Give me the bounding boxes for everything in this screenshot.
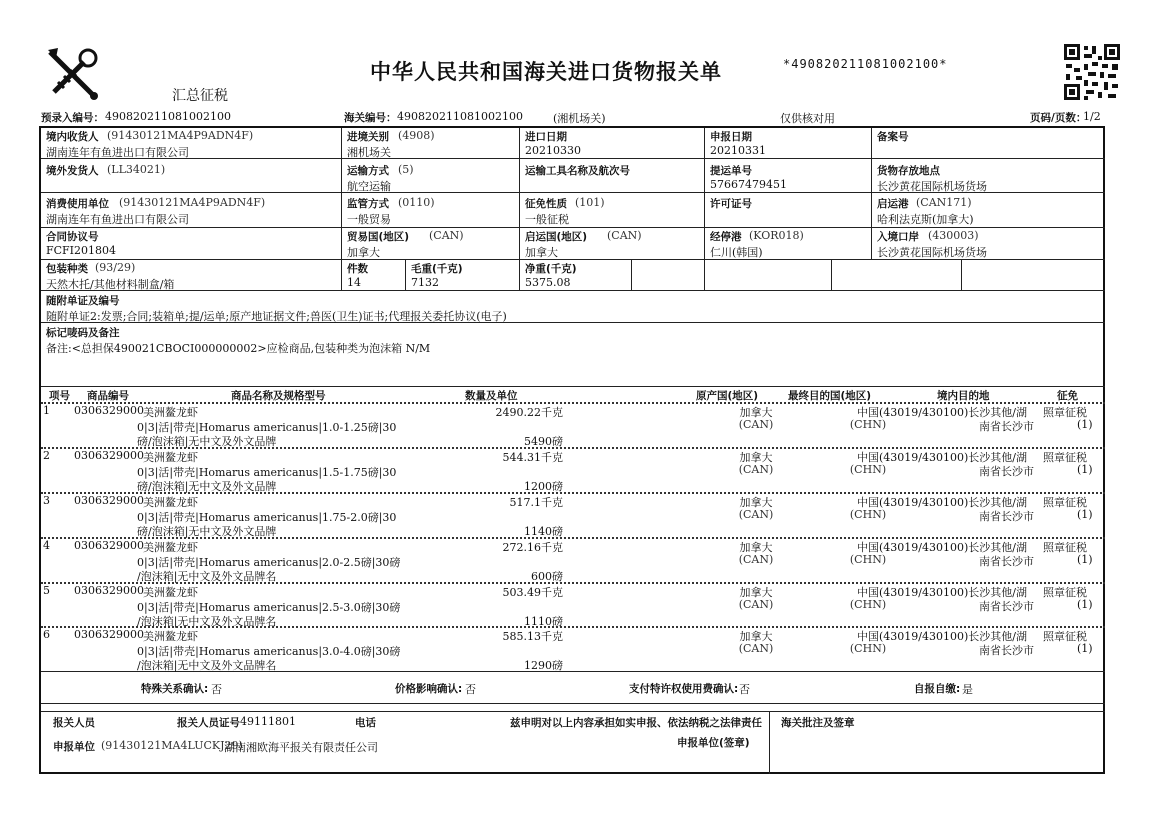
col-header-domestic: 境内目的地 — [937, 390, 990, 402]
item-spec-line2: /泡沫箱|无中文及外文品牌名 — [137, 659, 277, 672]
col-header-dest: 最终目的国(地区) — [788, 390, 872, 402]
gross-weight: 7132 — [411, 276, 439, 289]
self-declare-label: 自报自缴: — [914, 683, 961, 695]
table-row — [41, 539, 1107, 584]
item-origin-code: (CAN) — [738, 418, 774, 431]
item-dest-code: (CHN) — [849, 553, 887, 566]
verify-note: 仅供核对用 — [780, 112, 835, 125]
contract-number: FCFI201804 — [46, 244, 117, 257]
item-spec-line1: 0|3|活|带壳|Homarus americanus|1.0-1.25磅|30 — [137, 421, 397, 434]
consignee-code: (91430121MA4P9ADN4F) — [107, 129, 254, 142]
item-domestic-line1: (43019/430100)长沙其他/湖 — [879, 630, 1027, 643]
table-row — [41, 494, 1107, 539]
origin-country-label: 启运国(地区) — [525, 231, 588, 243]
pieces-label: 件数 — [347, 263, 368, 275]
item-dest-code: (CHN) — [849, 642, 887, 655]
statement: 兹申明对以上内容承担如实申报、依法纳税之法律责任 — [510, 717, 762, 729]
item-no: 2 — [43, 449, 50, 462]
transport-name-label: 运输工具名称及航次号 — [525, 165, 630, 177]
contract-label: 合同协议号 — [46, 231, 99, 243]
royalty: 否 — [739, 683, 750, 696]
item-domestic-line2: 南省长沙市 — [979, 465, 1034, 478]
item-domestic-line1: (43019/430100)长沙其他/湖 — [879, 406, 1027, 419]
via-port-label: 经停港 — [710, 231, 742, 243]
entry-office-name: 湘机场关 — [347, 146, 391, 159]
item-origin-code: (CAN) — [738, 598, 774, 611]
agent-label: 申报单位 — [53, 741, 95, 753]
storage: 长沙黄花国际机场货场 — [877, 180, 987, 193]
record-no-label: 备案号 — [877, 131, 909, 143]
supervision-label: 监管方式 — [347, 198, 389, 210]
item-spec-line1: 0|3|活|带壳|Homarus americanus|1.75-2.0磅|30 — [137, 511, 397, 524]
item-code: 0306329000 — [74, 449, 144, 462]
item-qty-kg: 503.49千克 — [502, 586, 563, 599]
item-origin: 加拿大 — [739, 541, 773, 554]
col-header-name: 商品名称及规格型号 — [231, 390, 326, 402]
package-label: 包装种类 — [46, 263, 88, 275]
item-domestic-line1: (43019/430100)长沙其他/湖 — [879, 451, 1027, 464]
item-spec-line1: 0|3|活|带壳|Homarus americanus|3.0-4.0磅|30磅 — [137, 645, 401, 658]
user-name: 湖南连年有鱼进出口有限公司 — [46, 213, 189, 226]
levy: 一般征税 — [525, 213, 569, 226]
prerecord-number: 490820211081002100 — [105, 110, 231, 123]
item-qty-lb: 5490磅 — [524, 435, 563, 448]
item-name: 美洲鳌龙虾 — [143, 496, 198, 509]
customs-number-label: 海关编号： — [344, 112, 397, 124]
item-spec-line1: 0|3|活|带壳|Homarus americanus|1.5-1.75磅|30 — [137, 466, 397, 479]
item-dest: 中国 — [857, 541, 879, 554]
item-domestic-line1: (43019/430100)长沙其他/湖 — [879, 586, 1027, 599]
item-domestic-line1: (43019/430100)长沙其他/湖 — [879, 496, 1027, 509]
item-spec-line1: 0|3|活|带壳|Homarus americanus|2.0-2.5磅|30磅 — [137, 556, 401, 569]
item-levy: 照章征税 — [1043, 586, 1087, 599]
docs: 随附单证2:发票;合同;装箱单;提/运单;原产地证据文件;兽医(卫生)证书;代理报关委托协议(电子) — [46, 310, 507, 323]
table-row — [41, 628, 1107, 673]
item-origin-code: (CAN) — [738, 463, 774, 476]
item-spec-line2: /泡沫箱|无中文及外文品牌名 — [137, 615, 277, 628]
item-levy-code: (1) — [1077, 598, 1093, 611]
import-date: 20210330 — [525, 144, 581, 157]
via-port-code: (KOR018) — [749, 229, 804, 242]
page-label: 页码/页数： — [1030, 112, 1087, 124]
item-qty-lb: 1140磅 — [524, 525, 563, 538]
item-domestic-line2: 南省长沙市 — [979, 420, 1034, 433]
price-influence-label: 价格影响确认: — [395, 683, 463, 695]
item-code: 0306329000 — [74, 628, 144, 641]
item-dest: 中国 — [857, 630, 879, 643]
item-levy: 照章征税 — [1043, 451, 1087, 464]
table-row — [41, 404, 1107, 449]
supervision: 一般贸易 — [347, 213, 391, 226]
gross-weight-label: 毛重(千克) — [411, 263, 463, 275]
item-origin: 加拿大 — [739, 586, 773, 599]
item-name: 美洲鳌龙虾 — [143, 451, 198, 464]
item-spec-line2: /泡沫箱|无中文及外文品牌名 — [137, 570, 277, 583]
item-origin: 加拿大 — [739, 451, 773, 464]
document-title: 中华人民共和国海关进口货物报关单 — [370, 60, 722, 84]
col-header-code: 商品编号 — [87, 390, 129, 402]
item-dest-code: (CHN) — [849, 418, 887, 431]
declarant-cert: 49111801 — [240, 715, 296, 728]
customs-note-label: 海关批注及签章 — [781, 717, 855, 729]
item-levy: 照章征税 — [1043, 406, 1087, 419]
item-domestic-line2: 南省长沙市 — [979, 600, 1034, 613]
via-port: 仁川(韩国) — [710, 246, 763, 259]
item-spec-line2: 磅/泡沫箱|无中文及外文品牌 — [137, 435, 277, 448]
item-origin-code: (CAN) — [738, 508, 774, 521]
levy-label: 征免性质 — [525, 198, 567, 210]
item-qty-kg: 544.31千克 — [502, 451, 563, 464]
item-qty-kg: 517.1千克 — [509, 496, 563, 509]
item-qty-lb: 1290磅 — [524, 659, 563, 672]
net-weight-label: 净重(千克) — [525, 263, 577, 275]
declaration-form — [39, 126, 1105, 774]
item-domestic-line1: (43019/430100)长沙其他/湖 — [879, 541, 1027, 554]
entry-port-code: (430003) — [928, 229, 979, 242]
storage-label: 货物存放地点 — [877, 165, 940, 177]
levy-code: (101) — [575, 196, 605, 209]
item-code: 0306329000 — [74, 404, 144, 417]
user-code: (91430121MA4P9ADN4F) — [119, 196, 266, 209]
item-origin: 加拿大 — [739, 630, 773, 643]
item-levy: 照章征税 — [1043, 496, 1087, 509]
consignee-label: 境内收货人 — [46, 131, 99, 143]
item-spec-line2: 磅/泡沫箱|无中文及外文品牌 — [137, 525, 277, 538]
transport-mode-label: 运输方式 — [347, 165, 389, 177]
departure-port-label: 启运港 — [877, 198, 909, 210]
col-header-levy: 征免 — [1057, 390, 1078, 402]
consignor-code: (LL34021) — [107, 163, 166, 176]
item-levy-code: (1) — [1077, 508, 1093, 521]
item-code: 0306329000 — [74, 584, 144, 597]
docs-label: 随附单证及编号 — [46, 295, 120, 307]
customs-number: 490820211081002100 — [397, 110, 523, 123]
declarant-label: 报关人员 — [53, 717, 95, 729]
marks: 备注:<总担保490021CBOCI000000002>应检商品,包装种类为泡沫箱 N/M — [46, 342, 431, 355]
departure-port-code: (CAN171) — [916, 196, 972, 209]
supervision-code: (0110) — [398, 196, 435, 209]
item-qty-lb: 1200磅 — [524, 480, 563, 493]
item-dest-code: (CHN) — [849, 598, 887, 611]
item-levy: 照章征税 — [1043, 541, 1087, 554]
bl-number: 57667479451 — [710, 178, 787, 191]
col-header-no: 项号 — [49, 390, 70, 402]
qr-code — [1064, 44, 1120, 100]
bl-label: 提运单号 — [710, 165, 752, 177]
item-dest-code: (CHN) — [849, 508, 887, 521]
item-domestic-line2: 南省长沙市 — [979, 510, 1034, 523]
entry-office-label: 进境关别 — [347, 131, 389, 143]
declare-date-label: 申报日期 — [710, 131, 752, 143]
pieces: 14 — [347, 276, 361, 289]
customs-emblem-logo — [44, 44, 102, 102]
col-header-qty: 数量及单位 — [465, 390, 518, 402]
item-dest: 中国 — [857, 586, 879, 599]
port-note: (湘机场关) — [553, 112, 606, 125]
trade-country-code: (CAN) — [429, 229, 464, 242]
entry-port: 长沙黄花国际机场货场 — [877, 246, 987, 259]
summary-tax-label: 汇总征税 — [172, 88, 228, 104]
item-qty-kg: 585.13千克 — [502, 630, 563, 643]
table-row — [41, 584, 1107, 629]
item-qty-kg: 272.16千克 — [502, 541, 563, 554]
item-levy-code: (1) — [1077, 642, 1093, 655]
item-dest-code: (CHN) — [849, 463, 887, 476]
item-no: 6 — [43, 628, 50, 641]
item-origin-code: (CAN) — [738, 553, 774, 566]
package-code: (93/29) — [95, 261, 136, 274]
item-qty-lb: 1110磅 — [524, 615, 563, 628]
agent-seal-label: 申报单位(签章) — [677, 737, 750, 749]
package: 天然木托/其他材料制盒/箱 — [46, 278, 175, 291]
origin-country: 加拿大 — [525, 246, 558, 259]
phone-label: 电话 — [355, 717, 376, 729]
item-levy-code: (1) — [1077, 553, 1093, 566]
item-levy: 照章征税 — [1043, 630, 1087, 643]
declare-date: 20210331 — [710, 144, 766, 157]
royalty-label: 支付特许权使用费确认: — [629, 683, 739, 695]
entry-port-label: 入境口岸 — [877, 231, 919, 243]
item-qty-kg: 2490.22千克 — [495, 406, 563, 419]
item-code: 0306329000 — [74, 494, 144, 507]
item-domestic-line2: 南省长沙市 — [979, 644, 1034, 657]
item-domestic-line2: 南省长沙市 — [979, 555, 1034, 568]
transport-mode-code: (5) — [398, 163, 414, 176]
item-origin: 加拿大 — [739, 496, 773, 509]
item-spec-line1: 0|3|活|带壳|Homarus americanus|2.5-3.0磅|30磅 — [137, 601, 401, 614]
item-name: 美洲鳌龙虾 — [143, 406, 198, 419]
prerecord-label: 预录入编号： — [41, 112, 104, 124]
item-qty-lb: 600磅 — [531, 570, 563, 583]
price-influence: 否 — [465, 683, 476, 696]
consignor-label: 境外发货人 — [46, 165, 99, 177]
special-relation-label: 特殊关系确认: — [141, 683, 209, 695]
declarant-cert-label: 报关人员证号 — [177, 717, 240, 729]
item-origin: 加拿大 — [739, 406, 773, 419]
self-declare: 是 — [962, 683, 973, 696]
item-levy-code: (1) — [1077, 463, 1093, 476]
col-header-origin: 原产国(地区) — [696, 390, 759, 402]
consignee-name: 湖南连年有鱼进出口有限公司 — [46, 146, 189, 159]
item-name: 美洲鳌龙虾 — [143, 586, 198, 599]
table-row — [41, 449, 1107, 494]
item-no: 4 — [43, 539, 50, 552]
departure-port: 哈利法克斯(加拿大) — [877, 213, 974, 226]
net-weight: 5375.08 — [525, 276, 571, 289]
user-label: 消费使用单位 — [46, 198, 109, 210]
special-relation: 否 — [211, 683, 222, 696]
entry-office-code: (4908) — [398, 129, 435, 142]
item-dest: 中国 — [857, 406, 879, 419]
item-no: 5 — [43, 584, 50, 597]
item-no: 1 — [43, 404, 50, 417]
trade-country-label: 贸易国(地区) — [347, 231, 410, 243]
item-origin-code: (CAN) — [738, 642, 774, 655]
item-dest: 中国 — [857, 496, 879, 509]
agent-name: 湖南湘欧海平报关有限责任公司 — [224, 741, 378, 754]
barcode-text: *490820211081002100* — [783, 57, 948, 71]
item-dest: 中国 — [857, 451, 879, 464]
origin-country-code: (CAN) — [607, 229, 642, 242]
item-levy-code: (1) — [1077, 418, 1093, 431]
item-spec-line2: 磅/泡沫箱|无中文及外文品牌 — [137, 480, 277, 493]
item-no: 3 — [43, 494, 50, 507]
item-name: 美洲鳌龙虾 — [143, 630, 198, 643]
transport-mode: 航空运输 — [347, 180, 391, 193]
trade-country: 加拿大 — [347, 246, 380, 259]
license-label: 许可证号 — [710, 198, 752, 210]
item-code: 0306329000 — [74, 539, 144, 552]
item-name: 美洲鳌龙虾 — [143, 541, 198, 554]
agent-code: (91430121MA4LUCKJ29) — [101, 739, 243, 752]
page-value: 1/2 — [1083, 110, 1101, 123]
marks-label: 标记唛码及备注 — [46, 327, 120, 339]
import-date-label: 进口日期 — [525, 131, 567, 143]
